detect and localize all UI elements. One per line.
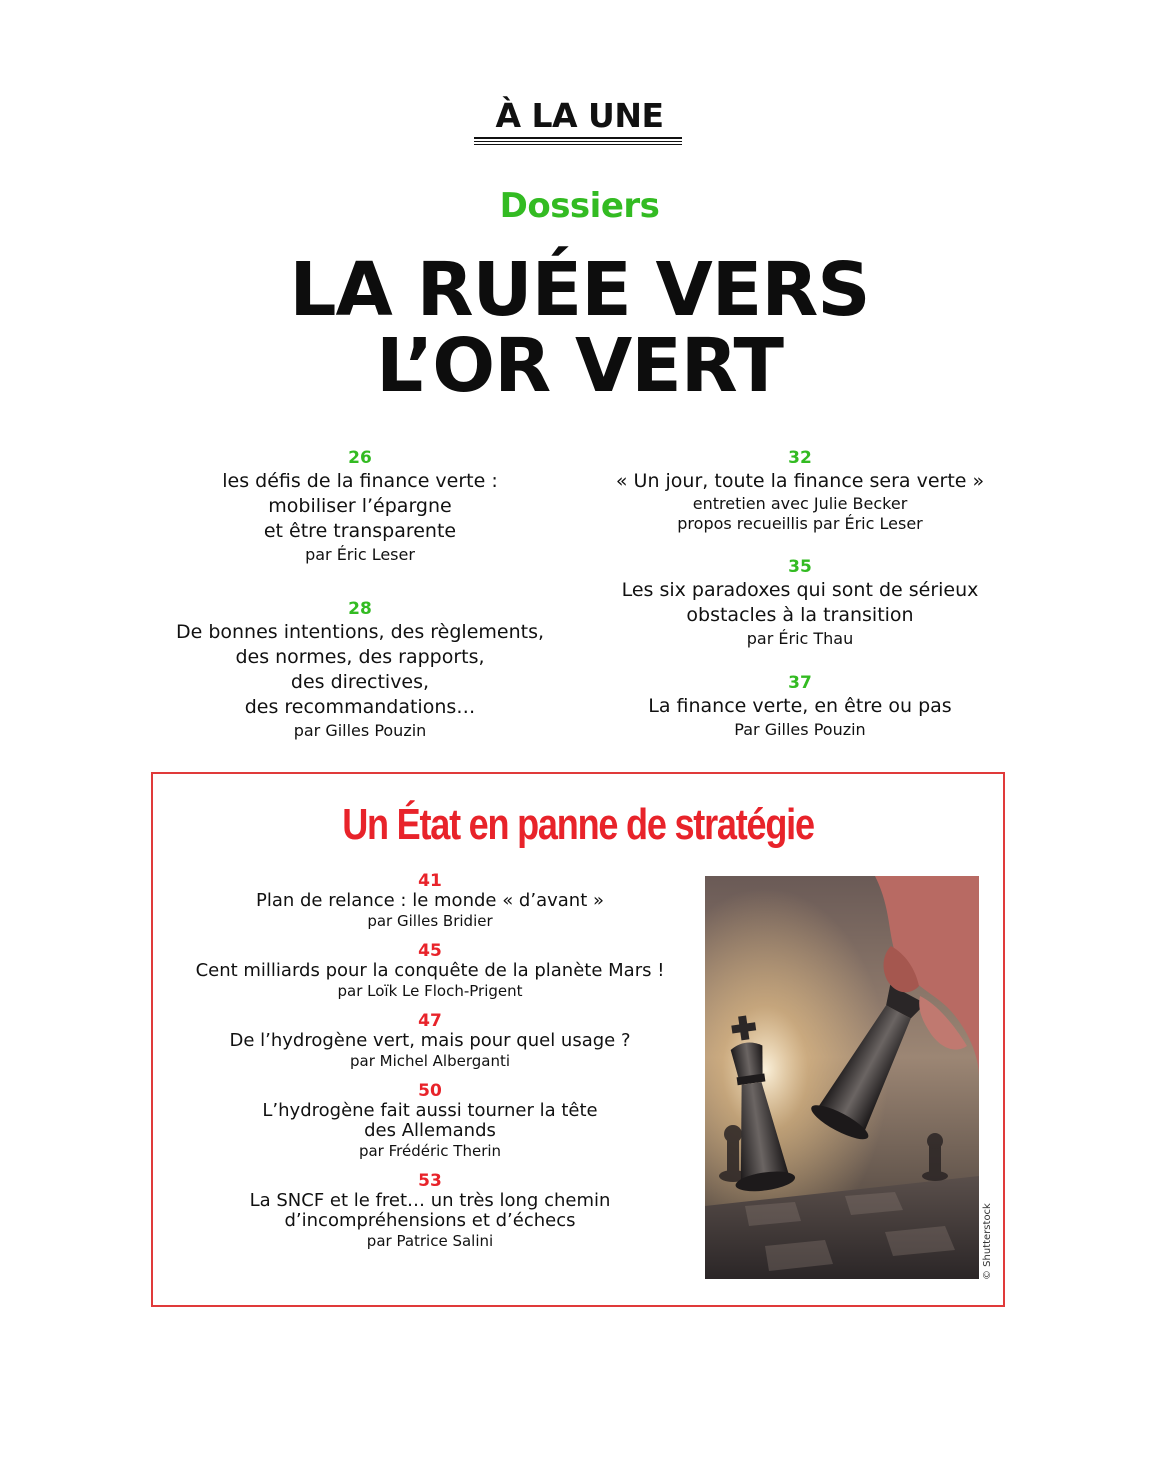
entry-subtitle-line: entretien avec Julie Becker <box>692 494 908 513</box>
entry-byline: par Gilles Bridier <box>367 912 493 930</box>
entry-byline: par Patrice Salini <box>366 1232 494 1250</box>
entry-title-line: L’hydrogène fait aussi tourner la tête <box>262 1100 598 1121</box>
entry-title-line: et être transparente <box>263 520 457 542</box>
entry-title-line: Cent milliards pour la conquête de la planète Mars ! <box>195 960 665 981</box>
entry-title-line: La finance verte, en être ou pas <box>648 695 952 717</box>
entry-title-line: des Allemands <box>364 1120 496 1141</box>
page-number: 35 <box>788 557 812 577</box>
page-number: 32 <box>788 448 812 468</box>
page-number: 28 <box>348 599 372 619</box>
entry-title-line: De l’hydrogène vert, mais pour quel usage ? <box>229 1030 631 1051</box>
entry-title-line: d’incompréhensions et d’échecs <box>284 1210 576 1231</box>
entry-title-line: obstacles à la transition <box>686 604 914 626</box>
photo-credit-text: © Shutterstock <box>982 1203 993 1280</box>
chess-photo <box>705 876 979 1279</box>
toc-entry[interactable] <box>170 1012 690 1072</box>
toc-entry[interactable] <box>570 672 1030 741</box>
entry-byline: par Michel Alberganti <box>349 1052 511 1070</box>
entry-title-line: « Un jour, toute la finance sera verte » <box>615 470 985 492</box>
entry-byline: par Éric Leser <box>305 545 415 564</box>
toc-entry[interactable] <box>170 872 690 932</box>
page-number: 41 <box>418 871 442 891</box>
toc-entry[interactable] <box>170 1082 690 1162</box>
headline-line-2: L’OR VERT <box>376 323 783 409</box>
entry-title-line: mobiliser l’épargne <box>268 495 452 517</box>
entry-subtitle-line: propos recueillis par Éric Leser <box>677 514 923 533</box>
toc-entry[interactable] <box>170 942 690 1002</box>
right-column <box>570 447 1030 763</box>
entry-title-line: La SNCF et le fret… un très long chemin <box>249 1190 611 1211</box>
toc-entry[interactable] <box>130 447 590 566</box>
section-label: À LA UNE <box>495 96 664 135</box>
toc-entry[interactable] <box>570 447 1030 534</box>
page-number: 37 <box>788 673 812 693</box>
section-label-rule <box>474 137 682 147</box>
entry-byline: par Frédéric Therin <box>358 1142 502 1160</box>
toc-entry[interactable] <box>570 556 1030 650</box>
toc-entry[interactable] <box>130 598 590 742</box>
page-number: 50 <box>418 1081 442 1101</box>
page-number: 26 <box>348 448 372 468</box>
entry-title-line: des normes, des rapports, <box>235 646 485 668</box>
box-title: Un État en panne de stratégie <box>342 800 814 849</box>
page-number: 53 <box>418 1171 442 1191</box>
headline <box>0 247 1159 409</box>
photo-credit <box>982 1200 996 1280</box>
entry-title-line: les défis de la finance verte : <box>222 470 498 492</box>
left-column <box>130 447 590 764</box>
entry-byline: Par Gilles Pouzin <box>734 720 866 739</box>
entry-title-line: des directives, <box>290 671 430 693</box>
headline-line-1: LA RUÉE VERS <box>289 247 870 333</box>
entry-title-line: Les six paradoxes qui sont de sérieux <box>621 579 979 601</box>
entry-byline: par Gilles Pouzin <box>293 721 427 740</box>
entry-byline: par Éric Thau <box>746 629 854 648</box>
entry-title-line: De bonnes intentions, des règlements, <box>175 621 545 643</box>
page-number: 47 <box>418 1011 442 1031</box>
page-number: 45 <box>418 941 442 961</box>
entry-title-line: des recommandations… <box>244 696 476 718</box>
kicker: Dossiers <box>499 186 660 226</box>
entry-title-line: Plan de relance : le monde « d’avant » <box>255 890 604 911</box>
entry-byline: par Loïk Le Floch-Prigent <box>337 982 523 1000</box>
toc-entry[interactable] <box>170 1172 690 1252</box>
box-entry-list <box>170 872 690 1262</box>
